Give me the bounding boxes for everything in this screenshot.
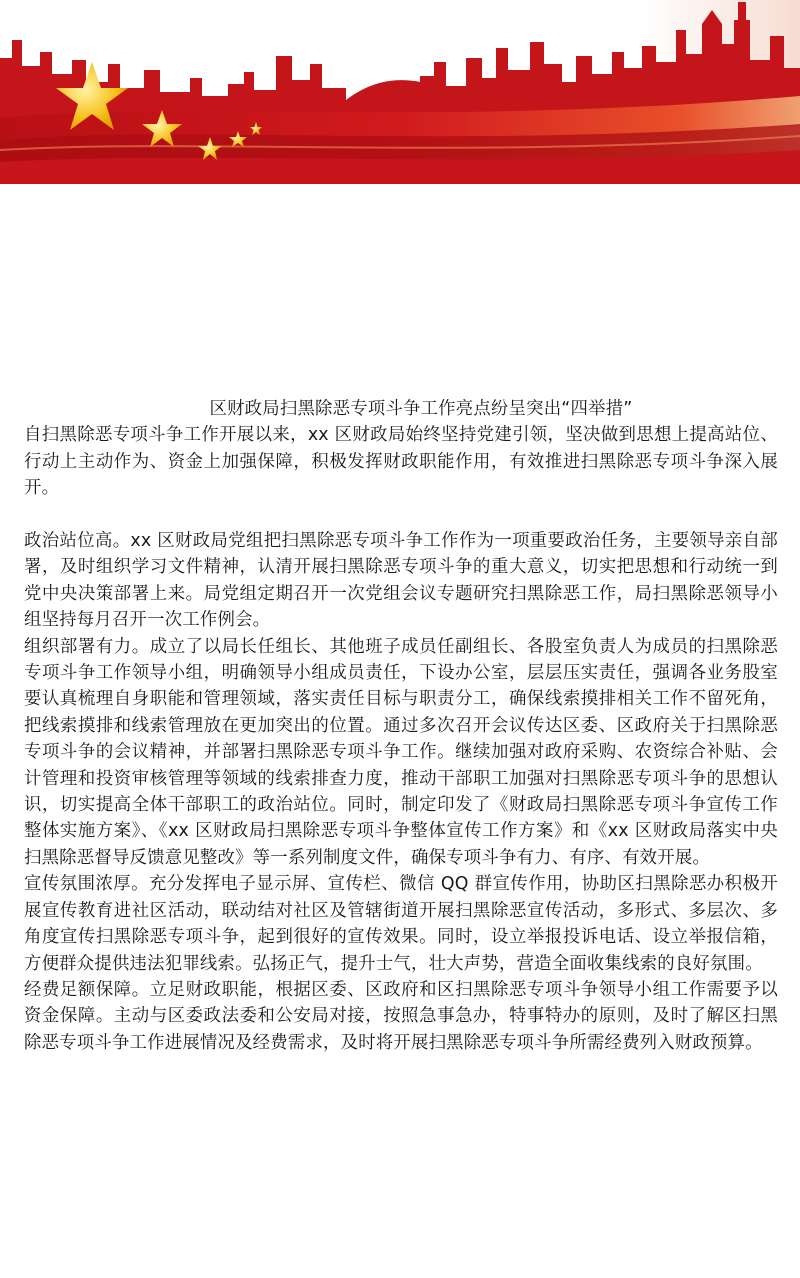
header-banner: [0, 0, 800, 184]
intro-paragraph: 自扫黑除恶专项斗争工作开展以来，xx 区财政局始终坚持党建引领，坚决做到思想上提高站位、行动上主动作为、资金上加强保障，积极发挥财政职能作用，有效推进扫黑除恶专项斗争深入展开。: [24, 425, 778, 499]
paragraph-funding: 经费足额保障。立足财政职能，根据区委、区政府和区扫黑除恶专项斗争领导小组工作需要予以资金保障。主动与区委政法委和公安局对接，按照急事急办，特事特办的原则，及时了解区扫黑除恶专项斗争工作进展情况及经费需求，及时将开展扫黑除恶专项斗争所需经费列入财政预算。: [24, 979, 778, 1053]
paragraph-political-stance: 政治站位高。xx 区财政局党组把扫黑除恶专项斗争工作作为一项重要政治任务，主要领导亲自部署，及时组织学习文件精神，认清开展扫黑除恶专项斗争的重大意义，切实把思想和行动统一到党中央决策部署上来。局党组定期召开一次党组会议专题研究扫黑除恶工作，局扫黑除恶领导小组坚持每月召开一次工作例会。: [24, 531, 778, 631]
paragraph-spacer: [24, 502, 778, 528]
document-body: [24, 396, 778, 1056]
paragraph-publicity: 宣传氛围浓厚。充分发挥电子显示屏、宣传栏、微信 QQ 群宣传作用，协助区扫黑除恶办积极开展宣传教育进社区活动，联动结对社区及管辖街道开展扫黑除恶宣传活动，多形式、多层次、多角度宣传扫黑除恶专项斗争，起到很好的宣传效果。同时，设立举报投诉电话、设立举报信箱，方便群众提供违法犯罪线索。弘扬正气，提升士气，壮大声势，营造全面收集线索的良好氛围。: [24, 874, 778, 974]
city-skyline-banner-graphic: [0, 0, 800, 184]
document-title: 区财政局扫黑除恶专项斗争工作亮点纷呈突出“四举措”: [209, 399, 633, 419]
paragraph-organization: 组织部署有力。成立了以局长任组长、其他班子成员任副组长、各股室负责人为成员的扫黑除恶专项斗争工作领导小组，明确领导小组成员责任，下设办公室，层层压实责任，强调各业务股室要认真梳理自身职能和管理领域，落实责任目标与职责分工，确保线索摸排相关工作不留死角，把线索摸排和线索管理放在更加突出的位置。通过多次召开会议传达区委、区政府关于扫黑除恶专项斗争的会议精神，并部署扫黑除恶专项斗争工作。继续加强对政府采购、农资综合补贴、会计管理和投资审核管理等领域的线索排查力度，推动干部职工加强对扫黑除恶专项斗争的思想认识，切实提高全体干部职工的政治站位。同时，制定印发了《财政局扫黑除恶专项斗争宣传工作整体实施方案》、《xx 区财政局扫黑除恶专项斗争整体宣传工作方案》和《xx 区财政局落实中央扫黑除恶督导反馈意见整改》等一系列制度文件，确保专项斗争有力、有序、有效开展。: [24, 636, 778, 868]
